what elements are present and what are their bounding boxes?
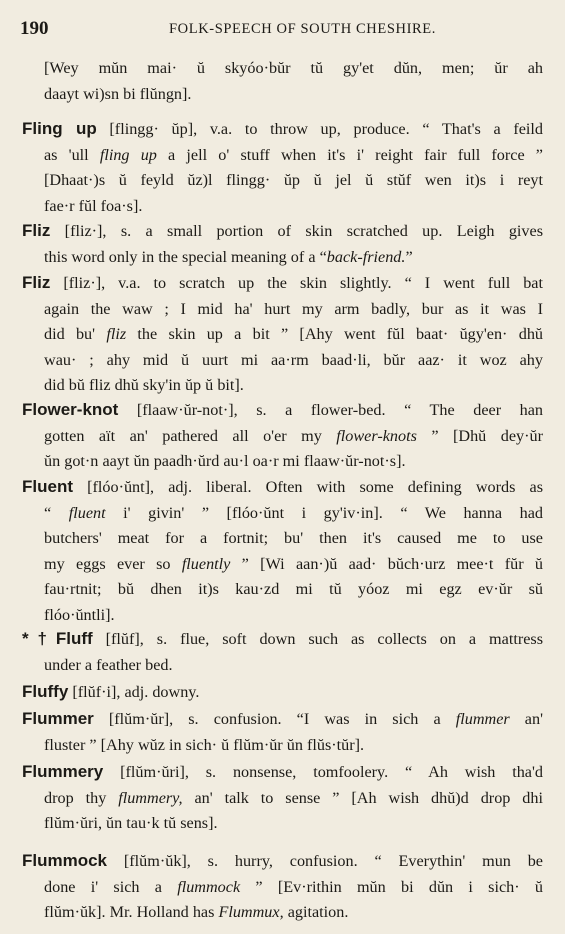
text-line	[22, 424, 543, 450]
text-segment: wau· ; ahy mid ŭ uurt mi aa·rm baad·li, bŭr aaz· it woz ahy	[44, 350, 543, 369]
text-segment: my eggs ever so	[44, 554, 182, 573]
text-line	[22, 82, 543, 108]
text-segment: [flingg· ŭp], v.a. to throw up, produce. “ That's a feild	[96, 120, 543, 138]
text-line	[22, 501, 543, 527]
text-segment: ” [Ev·rithin mŭn bi dŭn i sich· ŭ	[240, 877, 543, 896]
italic-term: fling up	[99, 145, 157, 164]
text-line	[22, 552, 543, 578]
text-segment: done i' sich a	[44, 877, 178, 896]
text-line	[22, 474, 543, 501]
text-segment: [flóo·ŭnt], adj. liberal. Often with some defining words as	[73, 478, 543, 496]
text-line	[22, 626, 543, 653]
text-line	[22, 526, 543, 552]
text-segment: an' talk to sense ” [Ah wish dhŭ)d drop dhi	[182, 788, 543, 807]
text-segment: again the waw ; I mid ha' hurt my arm badly, bur as it was I	[44, 299, 543, 318]
text-line	[22, 603, 543, 629]
text-segment: “	[44, 503, 69, 522]
text-line	[22, 577, 543, 603]
text-segment: [flŭm·ŭk], s. hurry, confusion. “ Everythin' mun be	[107, 852, 543, 870]
page-header	[20, 18, 545, 40]
text-segment: fluster ” [Ahy wŭz in sich· ŭ flŭm·ŭr ŭn flŭs·tŭr].	[44, 735, 365, 754]
text-segment: ”	[405, 247, 413, 266]
dictionary-entry	[22, 270, 543, 399]
text-line	[22, 397, 543, 424]
text-segment: i' givin' ” [flóo·ŭnt i gy'iv·in]. “ We hanna had	[105, 503, 544, 522]
text-segment: agitation.	[283, 903, 349, 921]
text-line	[22, 116, 543, 143]
text-segment: fae·r fŭl foa·s].	[44, 196, 143, 215]
italic-term: fliz	[106, 325, 127, 343]
headword: Fluffy	[22, 682, 69, 701]
text-line	[22, 194, 543, 220]
text-segment: daayt wi)sn bi flŭngn].	[44, 84, 192, 103]
text-segment: did bu'	[44, 325, 107, 343]
text-line	[22, 900, 543, 926]
dictionary-entry	[22, 116, 543, 219]
text-segment: flóo·ŭntli].	[44, 605, 115, 624]
italic-term: flummer	[455, 710, 510, 728]
text-line	[22, 373, 543, 399]
text-line	[22, 653, 543, 679]
dictionary-entry	[22, 679, 543, 706]
text-segment: [flŭf·i], adj. downy.	[68, 683, 200, 701]
text-segment: an'	[509, 710, 543, 728]
text-segment: [flŭm·ŭri], s. nonsense, tomfoolery. “ Ah wish tha'd	[103, 763, 543, 781]
text-line	[22, 348, 543, 374]
text-segment: a jell o' stuff when it's i' reight fair full force ”	[156, 145, 543, 164]
text-segment: flŭm·ŭk]. Mr. Holland has	[44, 903, 219, 921]
dictionary-entry	[22, 474, 543, 628]
text-segment: under a feather bed.	[44, 655, 173, 674]
page-number: 190	[20, 18, 49, 39]
text-line	[22, 733, 543, 759]
text-line	[22, 679, 543, 706]
text-line	[22, 848, 543, 875]
italic-term: fluently	[181, 554, 231, 573]
text-line	[22, 875, 543, 901]
text-line	[22, 786, 543, 812]
headword: Flower-knot	[22, 400, 119, 419]
text-segment: [Dhaat·)s ŭ feyld ŭz)l flingg· ŭp ŭ jel ŭ stŭf wen it)s i reyt	[44, 171, 543, 189]
headword: Fling up	[22, 119, 97, 138]
text-segment: [fliz·], v.a. to scratch up the skin slightly. “ I went full bat	[50, 274, 543, 292]
text-segment: [flŭm·ŭr], s. confusion. “I was in sich a	[93, 710, 456, 728]
italic-term: back-friend.	[326, 247, 406, 266]
headword: Flummery	[22, 762, 104, 781]
dictionary-entry	[22, 218, 543, 270]
text-line	[22, 56, 543, 82]
text-segment: [flŭf], s. flue, soft down such as collects on a mattress	[92, 630, 543, 648]
text-segment: [fliz·], s. a small portion of skin scratched up. Leigh gives	[50, 222, 543, 240]
italic-term: Flummux,	[218, 903, 284, 921]
text-segment: drop thy	[44, 788, 119, 807]
dictionary-entry	[22, 706, 543, 758]
italic-term: flummery,	[118, 788, 183, 807]
headword: Fluent	[22, 477, 73, 496]
text-segment: did bŭ fliz dhŭ sky'in ŭp ŭ bit].	[44, 376, 244, 394]
text-segment: butchers' meat for a fortnit; bu' then it's caused me to use	[44, 529, 543, 547]
italic-term: flummock	[177, 877, 241, 896]
text-line	[22, 706, 543, 733]
text-line	[22, 218, 543, 245]
dictionary-entry	[22, 848, 543, 926]
text-line	[22, 270, 543, 297]
text-line	[22, 245, 543, 271]
text-segment: gotten aït an' pathered all o'er my	[44, 426, 337, 445]
text-line	[22, 297, 543, 323]
italic-term: fluent	[68, 503, 106, 522]
text-segment: this word only in the special meaning of a “	[44, 247, 327, 266]
text-segment: ” [Dhŭ dey·ŭr	[416, 426, 543, 445]
text-segment: as 'ull	[44, 145, 100, 164]
text-line	[22, 143, 543, 169]
running-head: FOLK-SPEECH OF SOUTH CHESHIRE.	[169, 21, 436, 37]
text-segment: [Wey mŭn mai· ŭ skyóo·bŭr tŭ gy'et dŭn, men; ŭr ah	[44, 59, 543, 77]
text-segment: [flaaw·ŭr-not·], s. a flower-bed. “ The deer han	[118, 401, 543, 419]
text-line	[22, 811, 543, 837]
text-segment: fau·rtnit; bŭ dhen it)s kau·zd mi tŭ yóoz mi egz ev·ŭr sŭ	[44, 580, 543, 598]
text-segment: ŭn got·n aayt ŭn paadh·ŭrd au·l oa·r mi flaaw·ŭr-not·s].	[44, 452, 406, 470]
text-segment: flŭm·ŭri, ŭn tau·k tŭ sens].	[44, 814, 218, 832]
headword: Flummock	[22, 851, 108, 870]
dictionary-entry	[22, 397, 543, 475]
headword: Fliz	[22, 221, 51, 240]
dictionary-entry	[22, 56, 543, 107]
text-line	[22, 168, 543, 194]
headword: Fliz	[22, 273, 51, 292]
headword: Flummer	[22, 709, 94, 728]
text-segment: ” [Wi aan·)ŭ aad· bŭch·urz mee·t fŭr ŭ	[230, 554, 543, 573]
headword: *†Fluff	[22, 629, 93, 648]
dictionary-entry	[22, 626, 543, 678]
text-segment: the skin up a bit ” [Ahy went fŭl baat· ŭgy'en· dhŭ	[126, 325, 544, 343]
text-line	[22, 449, 543, 475]
text-line	[22, 759, 543, 786]
dictionary-entry	[22, 759, 543, 837]
italic-term: flower-knots	[336, 426, 417, 445]
text-line	[22, 322, 543, 348]
